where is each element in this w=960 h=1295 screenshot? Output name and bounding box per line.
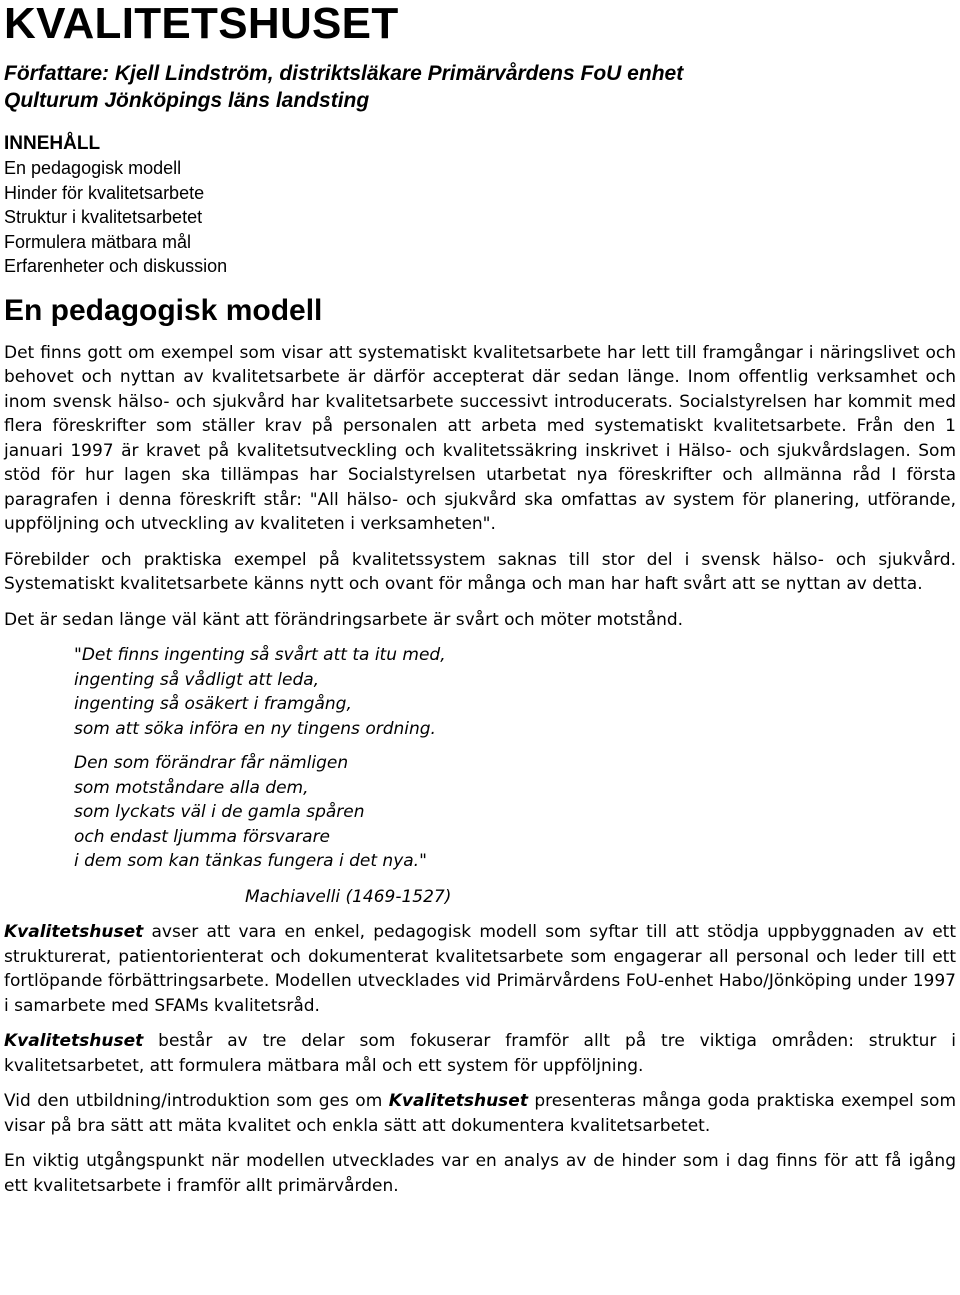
author-block: [4, 60, 956, 114]
toc-item: Hinder för kvalitetsarbete: [4, 182, 205, 203]
toc-item: En pedagogisk modell: [4, 158, 182, 178]
quote-line: i dem som kan tänkas fungera i det nya.": [74, 851, 427, 871]
table-of-contents: [4, 156, 956, 279]
document-title: KVALITETSHUSET: [4, 0, 399, 48]
quote-line: "Det finns ingenting så svårt att ta itu med,: [74, 645, 446, 665]
quote-attribution: Machiavelli (1469-1527): [245, 886, 452, 907]
paragraph: [4, 1029, 956, 1078]
paragraph-text: Vid den utbildning/introduktion som ges om: [4, 1091, 389, 1111]
quote-line: som motståndare alla dem,: [74, 777, 309, 798]
paragraph: [4, 1089, 956, 1138]
paragraph: En viktig utgångspunkt när modellen utvecklades var en analys av de hinder som i dag finns för att få igång ett kvalitetsarbete i framför allt primärvården.: [4, 1151, 956, 1196]
bold-term: Kvalitetshuset: [4, 1031, 144, 1051]
toc-item: Struktur i kvalitetsarbetet: [4, 207, 203, 227]
quote-line: Den som förändrar får nämligen: [74, 753, 349, 773]
quote-line: ingenting så vådligt att leda,: [74, 669, 320, 690]
quote-line: som lyckats väl i de gamla spåren: [74, 802, 365, 822]
paragraph-text: presenteras många goda praktiska exempel som visar på bra sätt att mäta kvalitet och enkla sätt att dokumentera kvalitetsarbetet.: [4, 1091, 957, 1136]
paragraph: [4, 920, 956, 1018]
quote-block: [74, 643, 956, 874]
quote-line: och endast ljumma försvarare: [74, 826, 331, 847]
section-heading: En pedagogisk modell: [4, 293, 323, 327]
paragraph-text: består av tre delar som fokuserar framför allt på tre viktiga områden: struktur i kvalitetsarbetet, att formulera mätbara mål och ett system för uppföljning.: [4, 1031, 956, 1076]
paragraph-text: avser att vara en enkel, pedagogisk modell som syftar till att stödja uppbyggnaden av ett strukturerat, patientorienterat och dokumenterat kvalitetsarbete som engagerar all personal och leder till ett fortlöpande förbättringsarbete. Modellen utvecklades vid Primärvårdens FoU-enhet Habo/Jönköping under 1997 i samarbete med SFAMs kvalitetsråd.: [4, 922, 956, 1016]
toc-item: Formulera mätbara mål: [4, 231, 192, 252]
paragraph: Det är sedan länge väl känt att förändringsarbete är svårt och möter motstånd.: [4, 609, 684, 630]
quote-line: som att söka införa en ny tingens ordning.: [74, 718, 436, 739]
bold-term: Kvalitetshuset: [4, 922, 144, 942]
toc-item: Erfarenheter och diskussion: [4, 256, 228, 276]
paragraph: Förebilder och praktiska exempel på kvalitetssystem saknas till stor del i svensk hälso- och sjukvård. Systematiskt kvalitetsarbete känns nytt och ovant för många och man har haft svårt att se nyttan av detta.: [4, 549, 956, 594]
paragraph: Det finns gott om exempel som visar att systematiskt kvalitetsarbete har lett till framgångar i näringslivet och behovet och nyttan av kvalitetsarbete är därför accepterat där sedan länge. Inom offentlig verksamhet och inom svensk hälso- och sjukvård har kvalitetsarbete successivt introducerats. Socialstyrelsen har kommit med flera föreskrifter som ställer krav på personalen att arbeta med systematiskt kvalitetsarbete. Från den 1 januari 1997 är kravet på kvalitetsutveckling och kvalitetssäkring inskrivet i Hälso- och sjukvårdslagen. Som stöd för hur lagen ska tillämpas har Socialstyrelsen utarbetat nya föreskrifter och allmänna råd I första paragrafen i denna föreskrift står: "All hälso- och sjukvård ska omfattas av system för planering, utförande, uppföljning och utveckling av kvaliteten i verksamheten".: [4, 342, 956, 534]
organization-line: Qulturum Jönköpings läns landsting: [4, 89, 370, 112]
author-line: Författare: Kjell Lindström, distriktsläkare Primärvårdens FoU enhet: [4, 62, 684, 85]
toc-heading: INNEHÅLL: [4, 133, 101, 154]
quote-line: ingenting så osäkert i framgång,: [74, 694, 352, 714]
bold-term: Kvalitetshuset: [388, 1091, 528, 1111]
